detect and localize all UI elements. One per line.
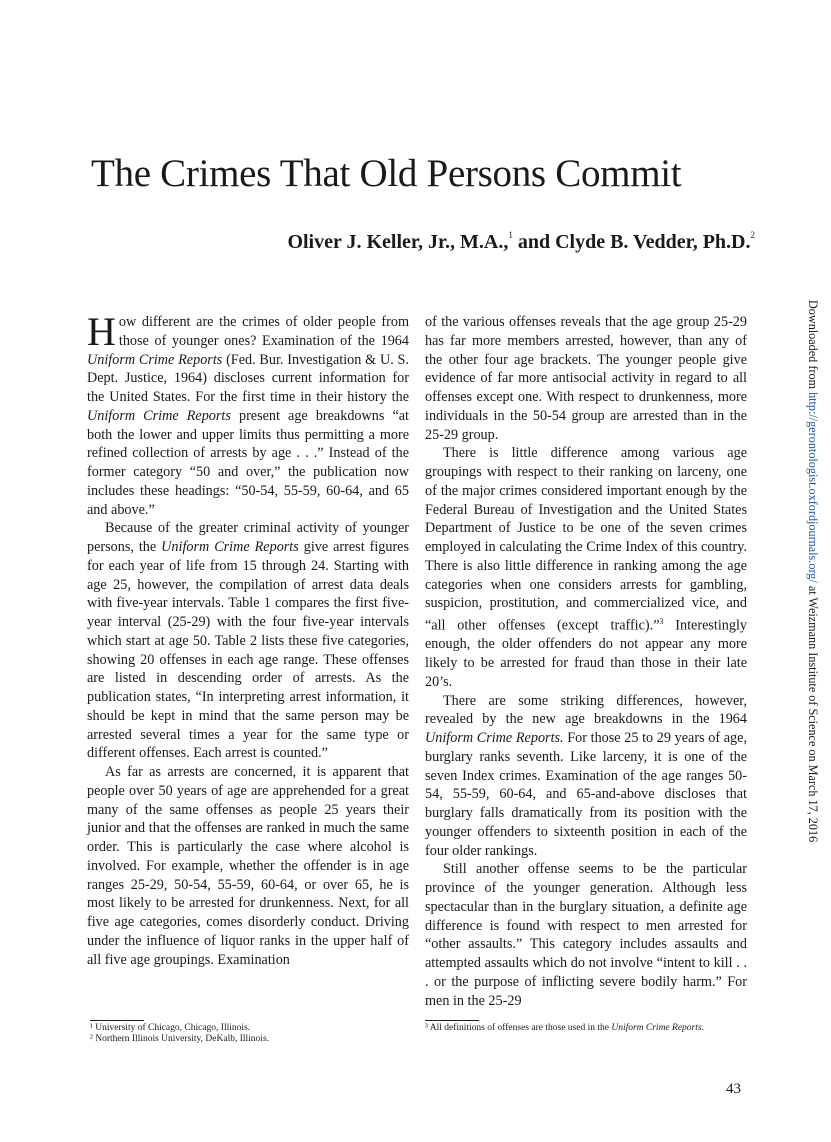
author-1-footnote-mark: 1 (508, 230, 513, 240)
paragraph (87, 519, 409, 763)
text-run: ow different are the crimes of older people from those of younger ones? Examination of the 1964 (118, 314, 409, 349)
body-column-right (425, 313, 747, 1010)
paragraph (87, 309, 409, 519)
text-run: Because of the greater criminal activity of younger persons, the (87, 520, 409, 555)
text-run: Still another offense seems to be the particular province of the younger generation. Although less spectacular than in the burglary situation, a definite age difference is found with respect to men arrested for “other assaults.” This category includes assaults and attempted assaults which do not involve “intent to kill . . . or the purpose of inflicting severe bodily harm.” For men in the 25-29 (425, 861, 747, 1009)
italic-title: Uniform Crime Reports (161, 539, 299, 555)
text-run: give arrest figures for each year of life from 15 through 24. Starting with age 25, however, the compilation of arrest data deals with five-year intervals. Table 1 compares the first five-year interval (25-29) with the four five-year intervals which start at age 50. Table 2 lists these five categories, showing 20 offenses in each age range. These offenses are listed in descending order of arrests. As the publication states, “In interpreting arrest information, it should be kept in mind that the same person may be arrested several times a year for the same type or different offenses. Each arrest is counted.” (87, 539, 409, 762)
author-2-footnote-mark: 2 (750, 230, 755, 240)
text-run: Interestingly enough, the older offenders do not appear any more likely to be arrested for fraud than those in their late 20’s. (425, 617, 747, 690)
author-2: Clyde B. Vedder, Ph.D. (555, 231, 751, 253)
text-run: of the various offenses reveals that the age group 25-29 has far more members arrested, however, than any of the other four age brackets. The younger people give evidence of far more antisocial activity in regard to all offenses except one. With respect to drunkenness, more individuals in the 50-54 group are arrested than in the 25-29 group. (425, 314, 747, 443)
text-run: There is little difference among various age groupings with respect to their ranking on larceny, one of the major crimes considered important enough by the Federal Bureau of Investigation and the United States Department of Justice to be one of the seven crimes employed in calculating the Crime Index of this country. There is also little difference in ranking among the age categories when one considers arrests for gambling, suspicion, prostitution, and commercialized vice, and “all other offenses (except traffic).” (425, 445, 747, 634)
author-1: Oliver J. Keller, Jr., M.A., (287, 231, 509, 253)
footnote-rule-left (90, 1020, 144, 1021)
footnotes-left (90, 1023, 390, 1045)
paragraph (425, 313, 747, 444)
text-run: For those 25 to 29 years of age, burglary ranks seventh. Like larceny, it is one of the seven Index crimes. Examination of the age ranges 50-54, 55-59, 60-64, and 65-and-above discloses that burglary falls dramatically from its position with the younger offenders to sixteenth position in each of the four older rankings. (425, 730, 747, 859)
paragraph (425, 860, 747, 1010)
text-run: There are some striking differences, however, revealed by the new age breakdowns in the 1964 (425, 692, 747, 728)
text-run: (Fed. Bur. Investigation & U. S. Dept. Justice, 1964) discloses current information for the United States. For the first time in their history the (87, 351, 409, 405)
author-connector: and (512, 231, 556, 253)
author-line (91, 222, 755, 255)
journal-link[interactable]: http://gerontologist.oxfordjournals.org/ (806, 392, 820, 583)
watermark-prefix: Downloaded from (806, 300, 820, 393)
footnote-3 (425, 1023, 755, 1034)
text-run: present age breakdowns “at both the lower and upper limits thus permitting a more refined collection of arrests by age . . .” Instead of the former category “50 and over,” the publication now includes these headings: “50-54, 55-59, 60-64, and 65 and above.” (87, 407, 409, 518)
italic-title: Uniform Crime Reports (87, 407, 231, 424)
footnote-end: . (701, 1023, 704, 1033)
footnote-mark: ³ (425, 1023, 428, 1033)
italic-title: Uniform Crime Reports. (425, 730, 564, 747)
paragraph (425, 692, 747, 861)
text-run: As far as arrests are concerned, it is apparent that people over 50 years of age are apprehended for a great many of the same offenses as people 25 years their junior and that the offenses are ranked in much the same order. This is particularly the case where alcohol is involved. For example, whether the offender is in age ranges 25-29, 50-54, 55-59, 60-64, or over 65, he is most likely to be arrested for drunkenness. Next, for all five age categories, comes disorderly conduct. Driving under the influence of liquor ranks in the upper half of all five age groupings. Examination (87, 764, 409, 968)
footnote-ref: 3 (659, 617, 664, 626)
footnote-italic: Uniform Crime Reports (611, 1023, 702, 1033)
paragraph (425, 444, 747, 691)
footnote-text: All definitions of offenses are those used in the (427, 1023, 612, 1033)
download-watermark (800, 300, 820, 843)
footnote-1: ¹ University of Chicago, Chicago, Illinois. (90, 1023, 251, 1033)
body-column-left (87, 309, 409, 969)
watermark-suffix: at Weizmann Institute of Science on March 17, 2016 (806, 582, 820, 843)
drop-cap: H (87, 309, 116, 354)
article-title: The Crimes That Old Persons Commit (91, 152, 682, 195)
footnote-2: ² Northern Illinois University, DeKalb, Illinois. (90, 1034, 270, 1044)
italic-title: Uniform Crime Reports (87, 351, 223, 368)
page-number: 43 (726, 1081, 741, 1097)
paragraph (87, 763, 409, 969)
footnote-rule-right (425, 1020, 479, 1021)
